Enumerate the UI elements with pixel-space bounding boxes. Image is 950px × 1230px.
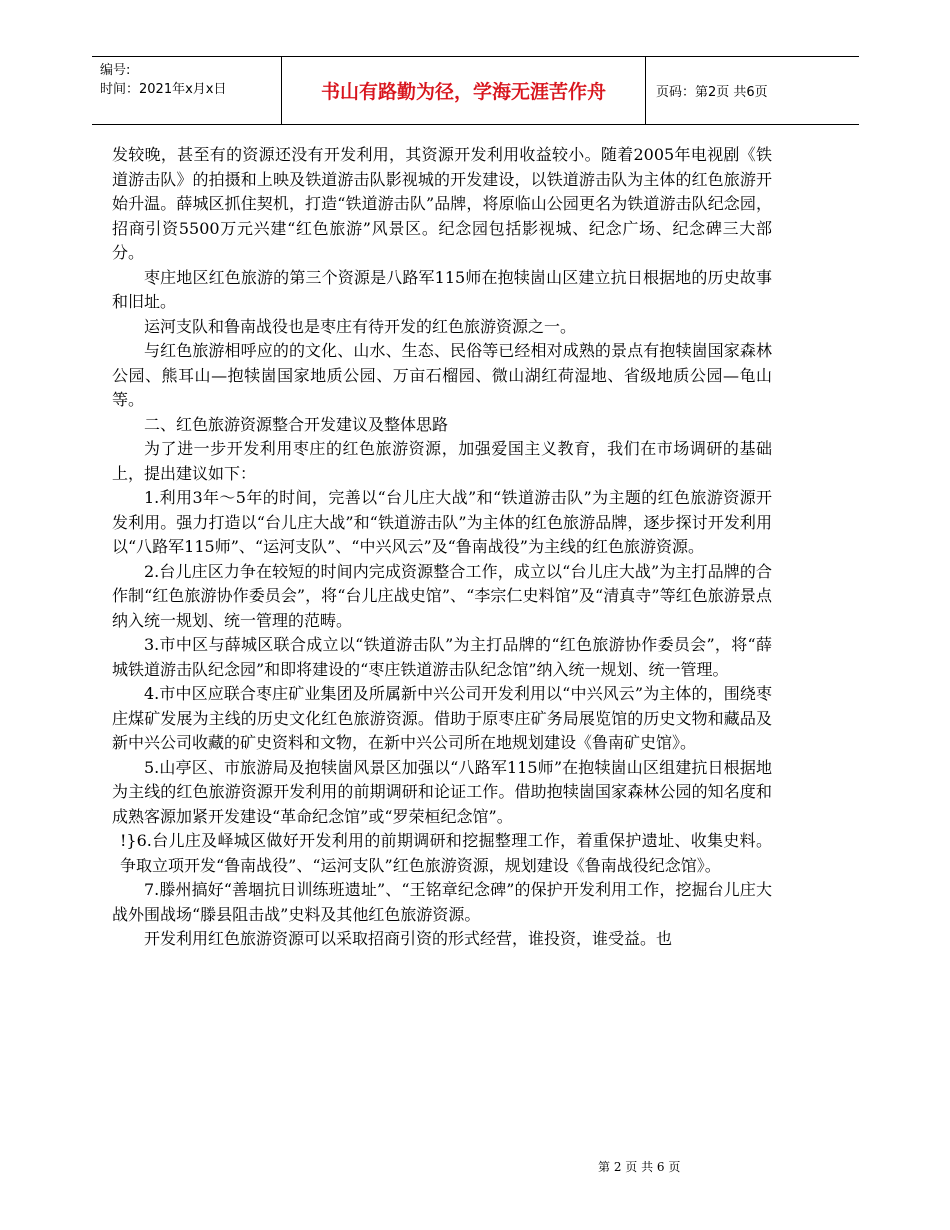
header-page-info: 页码：第2页 共6页	[656, 85, 768, 100]
document-number-label: 编号:	[100, 63, 131, 78]
paragraph: 为了进一步开发利用枣庄的红色旅游资源，加强爱国主义教育，我们在市场调研的基础上，提出建议如下：	[112, 439, 772, 483]
paragraph: 开发利用红色旅游资源可以采取招商引资的形式经营，谁投资，谁受益。也	[144, 929, 673, 948]
paragraph: 枣庄地区红色旅游的第三个资源是八路军115师在抱犊崮山区建立抗日根据地的历史故事和旧址。	[112, 267, 772, 311]
document-body	[112, 143, 772, 952]
section-heading: 二、红色旅游资源整合开发建议及整体思路	[144, 414, 449, 434]
list-item: !}6.台儿庄及峄城区做好开发利用的前期调研和挖掘整理工作，着重保护遗址、收集史料。争取立项开发“鲁南战役”、“运河支队”红色旅游资源，规划建设《鲁南战役纪念馆》。	[120, 831, 772, 875]
paragraph: 发较晚，甚至有的资源还没有开发利用，其资源开发利用收益较小。随着2005年电视剧《铁道游击队》的拍摄和上映及铁道游击队影视城的开发建设，以铁道游击队为主体的红色旅游开始升温。薛城区抓住契机，打造“铁道游击队”品牌，将原临山公园更名为铁道游击队纪念园，招商引资5500万元兴建“红色旅游”风景区。纪念园包括影视城、纪念广场、纪念碑三大部分。	[112, 145, 772, 262]
page-header	[92, 56, 859, 125]
header-meta	[92, 57, 282, 124]
list-item: 2.台儿庄区力争在较短的时间内完成资源整合工作，成立以“台儿庄大战”为主打品牌的合作制“红色旅游协作委员会”，将“台儿庄战史馆”、“李宗仁史料馆”及“清真寺”等红色旅游景点纳入统一规划、统一管理的范畴。	[112, 561, 772, 630]
list-item: 7.滕州搞好“善堌抗日训练班遗址”、“王铭章纪念碑”的保护开发利用工作，挖掘台儿庄大战外围战场“滕县阻击战”史料及其他红色旅游资源。	[112, 880, 772, 924]
paragraph: 运河支队和鲁南战役也是枣庄有待开发的红色旅游资源之一。	[144, 316, 577, 336]
list-item: 3.市中区与薛城区联合成立以“铁道游击队”为主打品牌的“红色旅游协作委员会”，将“薛城铁道游击队纪念园”和即将建设的“枣庄铁道游击队纪念馆”纳入统一规划、统一管理。	[112, 635, 772, 679]
list-item: 4.市中区应联合枣庄矿业集团及所属新中兴公司开发利用以“中兴风云”为主体的，围绕枣庄煤矿发展为主线的历史文化红色旅游资源。借助于原枣庄矿务局展览馆的历史文物和藏品及新中兴公司收藏的矿史资料和文物，在新中兴公司所在地规划建设《鲁南矿史馆》。	[112, 684, 772, 752]
document-date: 时间：2021年x月x日	[100, 82, 227, 97]
list-item: 5.山亭区、市旅游局及抱犊崮风景区加强以“八路军115师”在抱犊崮山区组建抗日根据地为主线的红色旅游资源开发利用的前期调研和论证工作。借助抱犊崮国家森林公园的知名度和成熟客源加紧开发建设“革命纪念馆”或“罗荣桓纪念馆”。	[112, 757, 772, 826]
list-item: 1.利用3年～5年的时间，完善以“台儿庄大战”和“铁道游击队”为主题的红色旅游资源开发利用。强力打造以“台儿庄大战”和“铁道游击队”为主体的红色旅游品牌，逐步探讨开发利用以“八路军115师”、“运河支队”、“中兴风云”及“鲁南战役”为主线的红色旅游资源。	[112, 488, 772, 556]
page-footer: 第 2 页 共 6 页	[598, 1160, 681, 1174]
paragraph: 与红色旅游相呼应的的文化、山水、生态、民俗等已经相对成熟的景点有抱犊崮国家森林公园、熊耳山—抱犊崮国家地质公园、万亩石榴园、微山湖红荷湿地、省级地质公园—龟山等。	[112, 341, 772, 409]
header-motto: 书山有路勤为径，学海无涯苦作舟	[282, 57, 646, 124]
